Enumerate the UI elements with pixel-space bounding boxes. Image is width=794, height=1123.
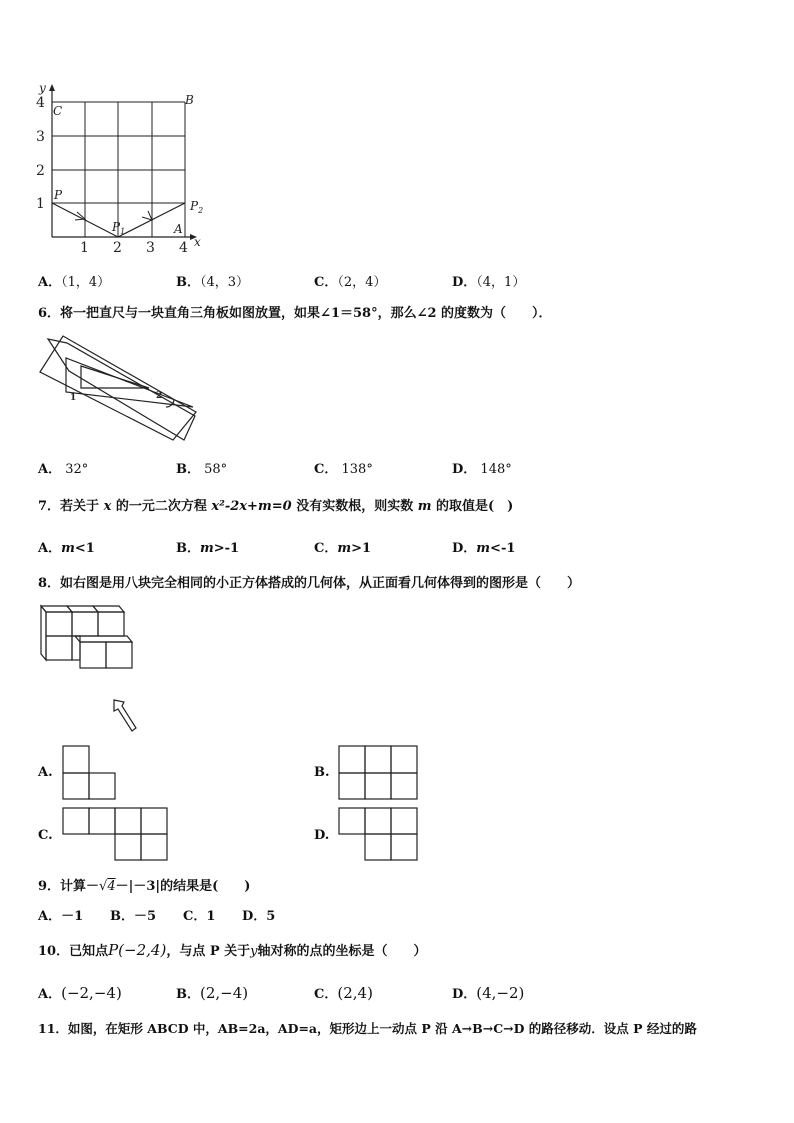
q10-suffix: 轴对称的点的坐标是（ ） xyxy=(257,944,427,959)
option-key: C. xyxy=(38,828,53,843)
q5-option-a[interactable] xyxy=(38,271,110,290)
y-axis-label: y xyxy=(39,82,46,95)
x-tick-4: 4 xyxy=(179,240,188,256)
q8-cube-stack-figure xyxy=(38,602,138,674)
option-key: A． xyxy=(38,541,62,556)
q9-option-a[interactable] xyxy=(38,905,83,924)
option-var: m xyxy=(200,541,214,556)
option-text: 138° xyxy=(341,462,373,477)
q6-option-a[interactable] xyxy=(38,458,88,477)
option-text: >-1 xyxy=(213,541,240,556)
q5-option-d[interactable] xyxy=(452,271,525,290)
q7-question-text xyxy=(38,495,513,514)
q9-option-c[interactable] xyxy=(183,905,215,924)
option-text: >1 xyxy=(351,541,372,556)
option-key: A． xyxy=(38,909,62,924)
q10-prefix: 10．已知点 xyxy=(38,944,109,959)
option-key: C． xyxy=(314,462,338,477)
option-text: (−2,−4) xyxy=(61,984,122,1002)
option-text: (2,4) xyxy=(337,984,373,1002)
option-key: D． xyxy=(452,987,477,1002)
option-key: C． xyxy=(314,541,338,556)
q8-option-a[interactable] xyxy=(38,765,53,780)
option-text: （1，4） xyxy=(61,275,111,290)
option-text: 32° xyxy=(65,462,89,477)
option-text: －1 xyxy=(61,909,84,924)
q7-var-m: m xyxy=(417,499,432,514)
p2-letter: P xyxy=(190,199,199,213)
q6-option-b[interactable] xyxy=(176,458,227,477)
option-text: <1 xyxy=(74,541,95,556)
option-key: D． xyxy=(242,909,267,924)
q10-point: P(−2,4) xyxy=(108,941,167,959)
q11-question-text: 11．如图，在矩形 ABCD 中，AB=2a，AD=a，矩形边上一动点 P 沿 A→B→C→D 的路径移动．设点 P 经过的路 xyxy=(38,1021,697,1036)
q8-option-a-figure xyxy=(61,744,119,802)
x-tick-3: 3 xyxy=(146,240,155,256)
q7-equation: x²-2x+m=0 xyxy=(211,499,292,514)
option-text: （4，3） xyxy=(200,275,250,290)
option-key: B． xyxy=(110,909,134,924)
option-key: B． xyxy=(176,462,200,477)
q5-axis-arrows xyxy=(49,84,197,240)
option-text: （2，4） xyxy=(337,275,387,290)
q6-option-c[interactable] xyxy=(314,458,373,477)
option-text: 148° xyxy=(480,462,512,477)
option-key: C． xyxy=(314,275,338,290)
point-label-p2 xyxy=(189,199,203,215)
q7-option-a[interactable] xyxy=(38,537,95,556)
q6-question-text: 6．将一把直尺与一块直角三角板如图放置，如果∠1＝58°，那么∠2 的度数为（ ）． xyxy=(38,306,552,321)
q8-question-text: 8．如右图是用八块完全相同的小正方体搭成的几何体，从正面看几何体得到的图形是（ ） xyxy=(38,576,581,591)
point-label-c: C xyxy=(53,104,63,118)
angle-2-label: 2 xyxy=(156,391,163,401)
q5-option-b[interactable] xyxy=(176,271,249,290)
p1-subscript: 1 xyxy=(120,227,126,236)
point-label-a: A xyxy=(174,222,183,236)
q8-option-d-figure xyxy=(337,806,421,864)
option-key: A. xyxy=(38,765,53,780)
q8-option-b-figure xyxy=(337,744,421,802)
option-key: D． xyxy=(452,541,477,556)
option-key: C． xyxy=(314,987,338,1002)
q6-option-d[interactable] xyxy=(452,458,512,477)
q7-option-b[interactable] xyxy=(176,537,239,556)
sqrt-sign-icon: √ xyxy=(99,879,108,894)
q10-mid: ，与点 P 关于 xyxy=(166,944,251,959)
option-key: D． xyxy=(452,462,477,477)
option-text: <-1 xyxy=(490,541,516,556)
option-text: （4，1） xyxy=(476,275,526,290)
option-text: (4,−2) xyxy=(476,984,525,1002)
q7-suffix: 的取值是( ) xyxy=(436,499,514,514)
option-var: m xyxy=(476,541,491,556)
q9-question-text xyxy=(38,875,250,894)
x-axis-label: x xyxy=(194,235,201,249)
q8-option-c[interactable] xyxy=(38,828,53,843)
option-var: m xyxy=(61,541,75,556)
option-key: A． xyxy=(38,987,62,1002)
option-key: B． xyxy=(176,275,200,290)
q9-radicand: 4 xyxy=(107,879,116,894)
q8-option-b[interactable] xyxy=(314,765,330,780)
q10-option-d[interactable] xyxy=(452,983,524,1002)
q7-option-c[interactable] xyxy=(314,537,371,556)
q7-option-d[interactable] xyxy=(452,537,515,556)
option-key: D． xyxy=(452,275,477,290)
option-key: C． xyxy=(183,909,207,924)
q8-option-d[interactable] xyxy=(314,828,329,843)
q9-prefix: 9．计算－ xyxy=(38,879,100,894)
y-tick-1: 1 xyxy=(36,196,45,212)
option-text: (2,−4) xyxy=(200,984,249,1002)
option-text: 5 xyxy=(266,909,276,924)
q10-axis: y xyxy=(250,944,258,959)
option-var: m xyxy=(337,541,352,556)
q7-var-x: x xyxy=(103,499,112,514)
option-key: A． xyxy=(38,462,62,477)
q7-mid1: 的一元二次方程 xyxy=(115,499,207,514)
option-text: －5 xyxy=(134,909,157,924)
view-direction-arrow-icon xyxy=(108,696,142,736)
x-tick-1: 1 xyxy=(80,240,89,256)
option-key: B． xyxy=(176,987,200,1002)
point-label-p1 xyxy=(111,220,125,236)
q5-grid-figure xyxy=(32,82,222,257)
y-tick-3: 3 xyxy=(36,129,45,145)
q10-question-text xyxy=(38,940,427,959)
q10-option-c[interactable] xyxy=(314,983,373,1002)
angle-1-label: 1 xyxy=(70,393,77,403)
point-label-p: P xyxy=(54,188,63,202)
y-tick-2: 2 xyxy=(36,163,45,179)
point-label-b: B xyxy=(185,93,194,107)
option-text: 58° xyxy=(204,462,228,477)
p2-subscript: 2 xyxy=(198,206,204,215)
q10-option-b[interactable] xyxy=(176,983,248,1002)
p1-letter: P xyxy=(112,220,121,234)
x-tick-2: 2 xyxy=(113,240,122,256)
q7-prefix: 7．若关于 xyxy=(38,499,100,514)
option-key: B． xyxy=(176,541,200,556)
q8-option-c-figure xyxy=(61,806,171,864)
q5-option-c[interactable] xyxy=(314,271,386,290)
q7-mid2: 没有实数根，则实数 xyxy=(296,499,414,514)
option-key: A． xyxy=(38,275,62,290)
option-key: B. xyxy=(314,765,330,780)
q6-ruler-triangle-figure xyxy=(36,334,198,442)
option-text: 1 xyxy=(206,909,216,924)
q9-suffix: －|－3|的结果是( ) xyxy=(115,879,251,894)
q9-option-d[interactable] xyxy=(242,905,275,924)
q10-option-a[interactable] xyxy=(38,983,122,1002)
q9-option-b[interactable] xyxy=(110,905,156,924)
option-key: D. xyxy=(314,828,330,843)
y-tick-4: 4 xyxy=(36,95,45,111)
